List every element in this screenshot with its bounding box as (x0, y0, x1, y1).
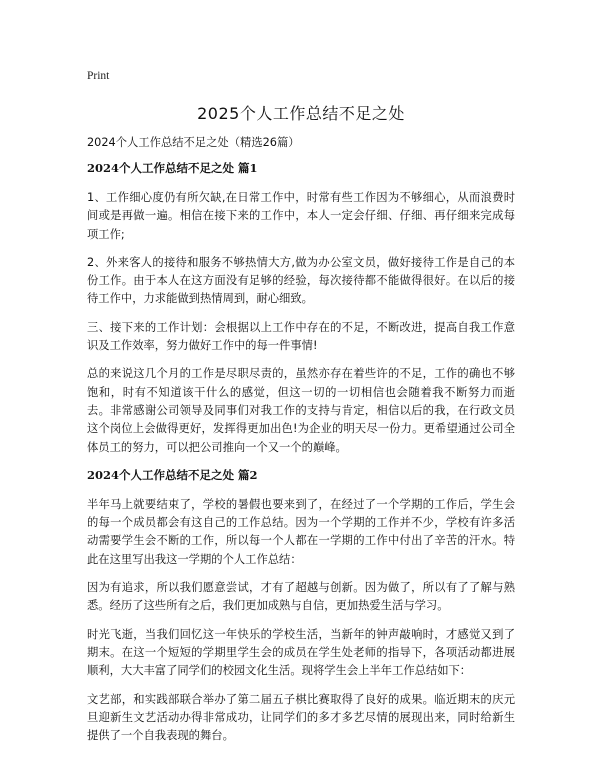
paragraph: 三、接下来的工作计划：会根据以上工作中存在的不足，不断改进，提高自我工作意识及工作效率，努力做好工作中的每一件事情! (87, 320, 515, 353)
paragraph: 文艺部，和实践部联合举办了第二届五子棋比赛取得了良好的成果。临近期末的庆元旦迎新生文艺活动办得非常成功，让同学们的多才多艺尽情的展现出来，同时给新生提供了一个自我表现的舞台。 (87, 692, 515, 743)
document-body (87, 160, 515, 755)
section-2 (87, 467, 515, 746)
paragraph: 时光飞逝，当我们回忆这一年快乐的学校生活，当新年的钟声敲响时，才感觉又到了期末。在这一个短短的学期里学生会的成员在学生处老师的指导下，各项活动都进展顺利，大大丰富了同学们的校园文化生活。现将学生会上半年工作总结如下： (87, 627, 515, 678)
section-1 (87, 160, 515, 457)
document-subtitle: 2024个人工作总结不足之处（精选26篇） (87, 136, 300, 149)
paragraph: 总的来说这几个月的工作是尽职尽责的，虽然亦存在着些许的不足，工作的确也不够饱和，时有不知道该干什么的感觉，但这一切的一切相信也会随着我不断努力而逝去。非常感谢公司领导及同事们对我工作的支持与肯定，相信以后的我，在行政文员这个岗位上会做得更好，发挥得更加出色!为企业的明天尽一份力。更希望通过公司全体员工的努力，可以把公司推向一个又一个的巅峰。 (87, 367, 515, 454)
document-title: 2025个人工作总结不足之处 (197, 104, 405, 123)
section-heading: 2024个人工作总结不足之处 篇2 (87, 467, 258, 482)
section-heading: 2024个人工作总结不足之处 篇1 (87, 161, 258, 175)
paragraph: 因为有追求，所以我们愿意尝试，才有了超越与创新。因为做了，所以有了了解与熟悉。经历了这些所有之后，我们更加成熟与自信，更加热爱生活与学习。 (87, 581, 515, 613)
paragraph: 半年马上就要结束了，学校的暑假也要来到了，在经过了一个学期的工作后，学生会的每一个成员都会有这自己的工作总结。因为一个学期的工作并不少，学校有许多活动需要学生会不断的工作，所以每一个人都在一学期的工作中付出了辛苦的汗水。特此在这里写出我这一学期的个人工作总结： (87, 497, 515, 566)
paragraph: 2、外来客人的接待和服务不够热情大方,做为办公室文员，做好接待工作是自己的本份工作。由于本人在这方面没有足够的经验，每次接待都不能做得很好。在以后的接待工作中，力求能做到热情周到，耐心细致。 (87, 255, 515, 306)
paragraph: 1、工作细心度仍有所欠缺,在日常工作中，时常有些工作因为不够细心，从而浪费时间或是再做一遍。相信在接下来的工作中，本人一定会仔细、仔细、再仔细来完成每项工作; (87, 191, 515, 241)
print-link[interactable]: Print (87, 70, 110, 82)
